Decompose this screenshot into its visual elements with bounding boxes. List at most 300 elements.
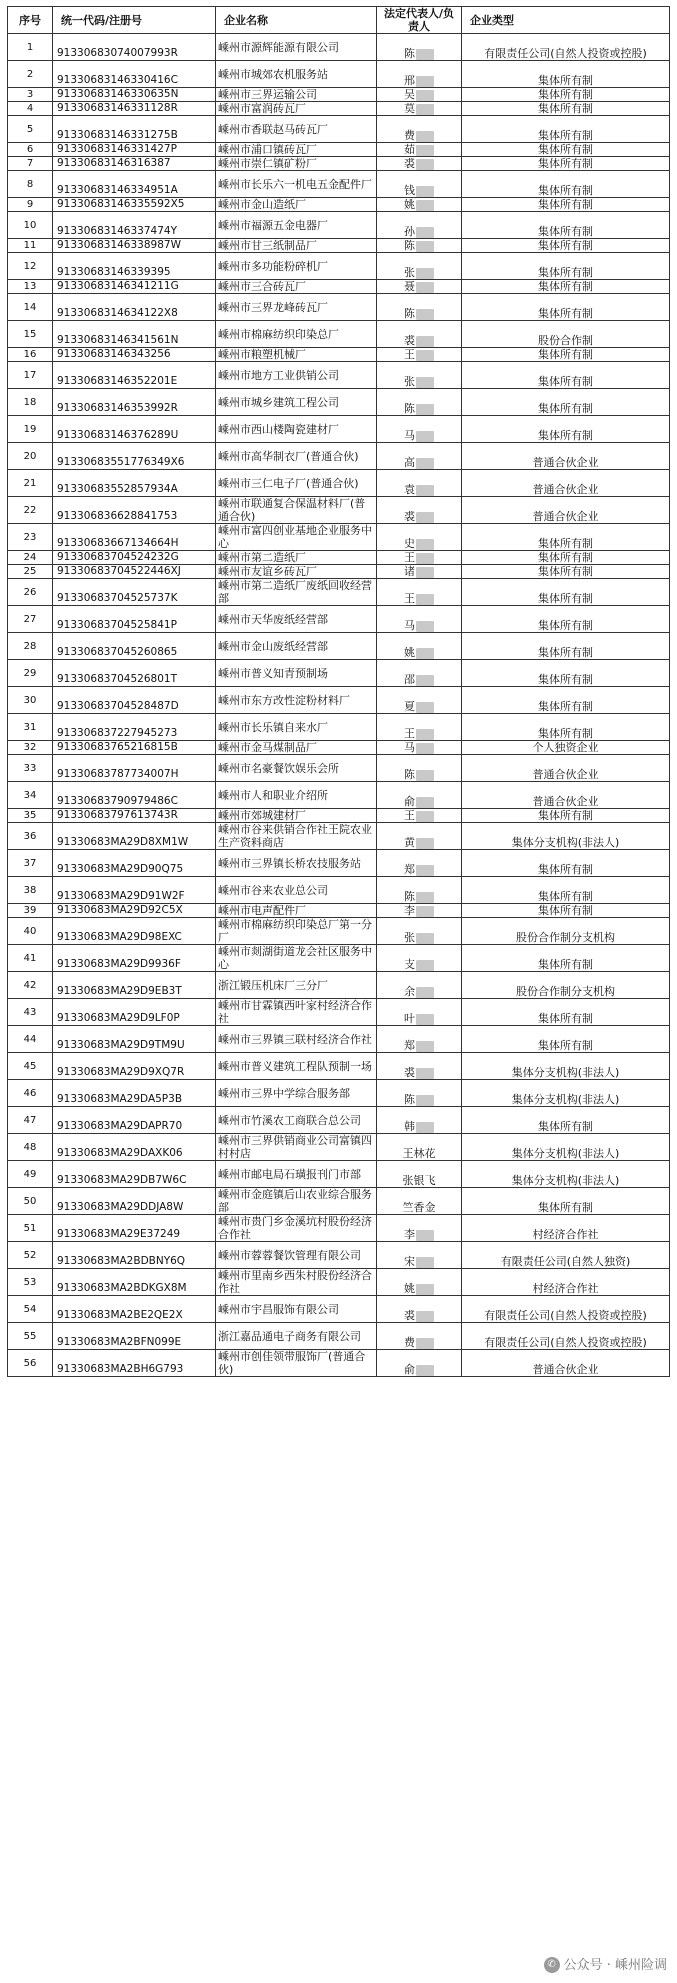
cell-rep xyxy=(377,157,462,171)
cell-code-text: 91330683704525737K xyxy=(57,592,178,604)
cell-name-text: 嵊州市西山楼陶瓷建材厂 xyxy=(218,422,339,436)
cell-name xyxy=(216,918,377,945)
cell-type xyxy=(462,1188,670,1215)
cell-rep xyxy=(377,579,462,606)
table-row xyxy=(8,714,670,741)
cell-no-text: 6 xyxy=(26,144,34,155)
table-row xyxy=(8,443,670,470)
cell-no xyxy=(8,1215,53,1242)
cell-rep xyxy=(377,61,462,88)
cell-code xyxy=(53,198,216,212)
cell-type xyxy=(462,1053,670,1080)
cell-name xyxy=(216,1080,377,1107)
cell-no xyxy=(8,782,53,809)
cell-name xyxy=(216,1026,377,1053)
cell-name-text: 嵊州市里南乡西朱村股份经济合作社 xyxy=(218,1269,372,1295)
cell-name-text: 嵊州市金山废纸经营部 xyxy=(218,639,328,653)
cell-code-text: 91330683146376289U xyxy=(57,429,179,441)
cell-no-text: 2 xyxy=(26,68,34,80)
cell-type xyxy=(462,416,670,443)
redaction-mask xyxy=(416,49,434,60)
cell-type xyxy=(462,999,670,1026)
cell-no xyxy=(8,1107,53,1134)
cell-rep xyxy=(377,1350,462,1377)
cell-code xyxy=(53,157,216,171)
redaction-mask xyxy=(416,1122,434,1133)
redaction-mask xyxy=(416,1365,434,1376)
cell-name xyxy=(216,1269,377,1296)
cell-name-text: 嵊州市源辉能源有限公司 xyxy=(218,40,339,54)
cell-rep-text: 高 xyxy=(404,456,415,469)
cell-no xyxy=(8,143,53,157)
cell-code-text: 91330683787734007H xyxy=(57,768,179,780)
table-row xyxy=(8,1215,670,1242)
cell-name-text: 嵊州市香联赵马砖瓦厂 xyxy=(218,122,328,136)
redaction-mask xyxy=(416,145,434,156)
cell-type xyxy=(462,687,670,714)
cell-code-text: 91330683146331427P xyxy=(57,143,177,155)
cell-type xyxy=(462,1161,670,1188)
cell-rep xyxy=(377,1107,462,1134)
cell-type xyxy=(462,389,670,416)
cell-name xyxy=(216,606,377,633)
table-row xyxy=(8,633,670,660)
cell-no xyxy=(8,116,53,143)
cell-type-text: 集体所有制 xyxy=(538,863,593,876)
cell-rep-text: 竺香金 xyxy=(402,1201,436,1214)
cell-rep xyxy=(377,945,462,972)
cell-code-text: 91330683146341561N xyxy=(57,334,179,346)
cell-rep xyxy=(377,171,462,198)
cell-rep-text: 张 xyxy=(404,931,415,944)
cell-code-text: 91330683704525841P xyxy=(57,619,177,631)
redaction-mask xyxy=(416,743,434,754)
cell-name xyxy=(216,362,377,389)
cell-name-text: 嵊州市名豪餐饮娱乐会所 xyxy=(218,761,339,775)
cell-name-text: 嵊州市三界供销商业公司富镇四村村店 xyxy=(218,1134,372,1160)
cell-rep xyxy=(377,1161,462,1188)
redaction-mask xyxy=(416,567,434,578)
cell-code xyxy=(53,239,216,253)
cell-code-text: 91330683MA2BDBNY6Q xyxy=(57,1255,186,1267)
cell-rep xyxy=(377,1215,462,1242)
cell-code-text: 91330683MA29E37249 xyxy=(57,1228,181,1240)
redaction-mask xyxy=(416,336,434,347)
cell-rep-text: 姚 xyxy=(404,646,415,659)
cell-name xyxy=(216,212,377,239)
cell-rep-text: 郑 xyxy=(404,863,415,876)
table-row xyxy=(8,551,670,565)
cell-type xyxy=(462,741,670,755)
cell-name xyxy=(216,239,377,253)
cell-type-text: 集体所有制 xyxy=(538,239,593,252)
cell-no-text: 48 xyxy=(23,1141,37,1153)
cell-no-text: 41 xyxy=(23,952,37,964)
cell-type xyxy=(462,1134,670,1161)
redaction-mask xyxy=(416,1284,434,1295)
cell-code xyxy=(53,579,216,606)
cell-rep-text: 张 xyxy=(404,375,415,388)
cell-type xyxy=(462,1323,670,1350)
cell-name xyxy=(216,999,377,1026)
redaction-mask xyxy=(416,104,434,115)
cell-name-text: 嵊州市天华废纸经营部 xyxy=(218,612,328,626)
cell-rep xyxy=(377,102,462,116)
cell-name xyxy=(216,416,377,443)
cell-no xyxy=(8,61,53,88)
cell-type xyxy=(462,34,670,61)
cell-code-text: 91330683MA29DDJA8W xyxy=(57,1201,184,1213)
cell-name xyxy=(216,171,377,198)
cell-rep-text: 袁 xyxy=(404,483,415,496)
table-row xyxy=(8,34,670,61)
cell-name xyxy=(216,470,377,497)
cell-no xyxy=(8,1080,53,1107)
cell-name xyxy=(216,116,377,143)
cell-rep xyxy=(377,606,462,633)
cell-code xyxy=(53,999,216,1026)
redaction-mask xyxy=(416,377,434,388)
cell-code-text: 91330683MA29DA5P3B xyxy=(57,1093,183,1105)
cell-type-text: 集体所有制 xyxy=(538,266,593,279)
cell-no xyxy=(8,687,53,714)
cell-code-text: 91330683704528487D xyxy=(57,700,179,712)
cell-no xyxy=(8,1053,53,1080)
cell-rep-text: 陈 xyxy=(404,47,415,60)
redaction-mask xyxy=(416,159,434,170)
cell-name xyxy=(216,524,377,551)
cell-rep xyxy=(377,551,462,565)
cell-name-text: 嵊州市谷来供销合作社王院农业生产资料商店 xyxy=(218,823,372,849)
cell-code xyxy=(53,321,216,348)
cell-rep-text: 韩 xyxy=(404,1120,415,1133)
cell-no xyxy=(8,1242,53,1269)
cell-name xyxy=(216,1242,377,1269)
cell-type-text: 普通合伙企业 xyxy=(532,1363,599,1376)
table-row xyxy=(8,918,670,945)
cell-rep xyxy=(377,212,462,239)
cell-code xyxy=(53,294,216,321)
cell-name xyxy=(216,198,377,212)
table-row xyxy=(8,88,670,102)
cell-no xyxy=(8,497,53,524)
cell-type-text: 普通合伙企业 xyxy=(532,795,599,808)
table-row xyxy=(8,755,670,782)
cell-rep-text: 余 xyxy=(404,985,415,998)
cell-type xyxy=(462,362,670,389)
cell-no-text: 33 xyxy=(23,762,37,774)
cell-type xyxy=(462,606,670,633)
cell-type-text: 集体所有制 xyxy=(538,402,593,415)
cell-rep-text: 姚 xyxy=(404,1282,415,1295)
cell-rep-text: 裘 xyxy=(404,334,415,347)
cell-code-text: 91330683MA29DAPR70 xyxy=(57,1120,183,1132)
cell-code-text: 91330683551776349X6 xyxy=(57,456,185,468)
redaction-mask xyxy=(416,458,434,469)
cell-type xyxy=(462,809,670,823)
cell-code-text: 91330683MA29D9TM9U xyxy=(57,1039,185,1051)
cell-rep xyxy=(377,904,462,918)
cell-rep-text: 李 xyxy=(404,1228,415,1241)
cell-rep-text: 王 xyxy=(404,551,415,564)
redaction-mask xyxy=(416,309,434,320)
cell-type xyxy=(462,470,670,497)
cell-type xyxy=(462,88,670,102)
cell-rep-text: 费 xyxy=(404,129,415,142)
cell-type-text: 集体所有制 xyxy=(538,1039,593,1052)
cell-code xyxy=(53,551,216,565)
cell-name-text: 嵊州市崇仁镇矿粉厂 xyxy=(218,157,317,170)
table-row xyxy=(8,972,670,999)
cell-no xyxy=(8,1026,53,1053)
cell-rep xyxy=(377,687,462,714)
table-row xyxy=(8,198,670,212)
cell-rep-text: 陈 xyxy=(404,307,415,320)
cell-code xyxy=(53,850,216,877)
redaction-mask xyxy=(416,1041,434,1052)
cell-code xyxy=(53,741,216,755)
header-rep: 法定代表人/负责人 xyxy=(377,7,462,34)
table-row xyxy=(8,1269,670,1296)
cell-name xyxy=(216,809,377,823)
cell-type-text: 集体分支机构(非法人) xyxy=(511,1066,620,1079)
cell-code-text: 91330683146343256 xyxy=(57,348,171,360)
table-row xyxy=(8,143,670,157)
cell-rep-text: 陈 xyxy=(404,890,415,903)
cell-code-text: 91330683704524232G xyxy=(57,551,179,563)
cell-code-text: 91330683146337474Y xyxy=(57,225,177,237)
table-row xyxy=(8,1188,670,1215)
redaction-mask xyxy=(416,960,434,971)
cell-type-text: 有限责任公司(自然人投资或控股) xyxy=(484,1336,647,1349)
cell-code-text: 91330683667134664H xyxy=(57,537,179,549)
table-row xyxy=(8,809,670,823)
cell-type-text: 集体分支机构(非法人) xyxy=(511,1093,620,1106)
cell-rep xyxy=(377,999,462,1026)
cell-no-text: 55 xyxy=(23,1330,37,1342)
cell-rep xyxy=(377,198,462,212)
cell-rep-text: 裘 xyxy=(404,510,415,523)
cell-code-text: 91330683146353992R xyxy=(57,402,178,414)
cell-code xyxy=(53,1215,216,1242)
cell-code xyxy=(53,606,216,633)
cell-name-text: 嵊州市三合砖瓦厂 xyxy=(218,280,306,293)
cell-no-text: 49 xyxy=(23,1168,37,1180)
cell-name-text: 嵊州市三界运输公司 xyxy=(218,88,317,101)
cell-no xyxy=(8,1161,53,1188)
cell-code-text: 91330683MA29D91W2F xyxy=(57,890,185,902)
cell-code-text: 91330683MA29D9XQ7R xyxy=(57,1066,185,1078)
cell-code-text: 91330683146335592X5 xyxy=(57,198,185,210)
redaction-mask xyxy=(416,933,434,944)
cell-rep xyxy=(377,755,462,782)
cell-no xyxy=(8,633,53,660)
cell-no xyxy=(8,565,53,579)
cell-name-text: 嵊州市三界龙峰砖瓦厂 xyxy=(218,300,328,314)
cell-no-text: 40 xyxy=(23,925,37,937)
cell-no-text: 34 xyxy=(23,789,37,801)
cell-rep xyxy=(377,823,462,850)
cell-type-text: 有限责任公司(自然人投资或控股) xyxy=(484,47,647,60)
table-row xyxy=(8,171,670,198)
redaction-mask xyxy=(416,539,434,550)
cell-rep xyxy=(377,1080,462,1107)
cell-name xyxy=(216,579,377,606)
cell-code xyxy=(53,1242,216,1269)
cell-no xyxy=(8,212,53,239)
cell-code xyxy=(53,348,216,362)
cell-rep-text: 张 xyxy=(404,266,415,279)
cell-code xyxy=(53,1296,216,1323)
cell-rep-text: 俞 xyxy=(404,795,415,808)
cell-no xyxy=(8,389,53,416)
table-row xyxy=(8,877,670,904)
cell-name-text: 嵊州市三界中学综合服务部 xyxy=(218,1086,350,1100)
cell-type xyxy=(462,239,670,253)
cell-rep xyxy=(377,143,462,157)
cell-code-text: 91330683704526086​5 xyxy=(57,646,178,658)
cell-type-text: 集体所有制 xyxy=(538,348,593,361)
table-row xyxy=(8,904,670,918)
cell-no xyxy=(8,1134,53,1161)
cell-rep-text: 莫 xyxy=(404,102,415,115)
cell-code xyxy=(53,1350,216,1377)
redaction-mask xyxy=(416,648,434,659)
cell-type-text: 集体所有制 xyxy=(538,143,593,156)
cell-name-text: 嵊州市富润砖瓦厂 xyxy=(218,102,306,115)
cell-name-text: 嵊州市友谊乡砖瓦厂 xyxy=(218,565,317,578)
cell-code-text: 91330683146338987W xyxy=(57,239,181,251)
cell-type-text: 集体所有制 xyxy=(538,619,593,632)
cell-code-text: 91330683552857934A xyxy=(57,483,178,495)
cell-no-text: 30 xyxy=(23,694,37,706)
cell-no-text: 18 xyxy=(23,396,37,408)
cell-no xyxy=(8,443,53,470)
cell-no-text: 52 xyxy=(23,1249,37,1261)
cell-name-text: 嵊州市城乡建筑工程公司 xyxy=(218,395,339,409)
cell-name xyxy=(216,1161,377,1188)
cell-name xyxy=(216,253,377,280)
cell-name xyxy=(216,1350,377,1377)
cell-rep-text: 宋 xyxy=(404,1255,415,1268)
cell-type xyxy=(462,61,670,88)
cell-name-text: 浙江嘉品通电子商务有限公司 xyxy=(218,1329,361,1343)
cell-rep-text: 姚 xyxy=(404,198,415,211)
redaction-mask xyxy=(416,811,434,822)
cell-rep xyxy=(377,348,462,362)
cell-name-text: 嵊州市棉麻纺织印染总厂第一分厂 xyxy=(218,918,372,944)
redaction-mask xyxy=(416,1068,434,1079)
cell-code-text: 91330683MA29D92C5X xyxy=(57,904,183,916)
cell-code-text: 91330683MA2BDKGX8M xyxy=(57,1282,187,1294)
cell-rep-text: 钱 xyxy=(404,184,415,197)
cell-rep-text: 黄 xyxy=(404,836,415,849)
cell-name-text: 浙江锻压机床厂三分厂 xyxy=(218,978,328,992)
cell-name-text: 嵊州市地方工业供销公司 xyxy=(218,368,339,382)
redaction-mask xyxy=(416,892,434,903)
cell-code xyxy=(53,497,216,524)
cell-type-text: 集体所有制 xyxy=(538,551,593,564)
cell-no-text: 25 xyxy=(23,566,37,577)
cell-rep-text: 诸 xyxy=(404,565,415,578)
cell-type-text: 有限责任公司(自然人独资) xyxy=(500,1255,631,1268)
cell-type-text: 集体所有制 xyxy=(538,904,593,917)
cell-type-text: 股份合作制 xyxy=(538,334,593,347)
cell-code xyxy=(53,633,216,660)
redaction-mask xyxy=(416,200,434,211)
cell-name xyxy=(216,1107,377,1134)
cell-no-text: 14 xyxy=(23,301,37,313)
cell-code xyxy=(53,782,216,809)
cell-code-text: 91330683MA2BH6G793 xyxy=(57,1363,184,1375)
cell-name-text: 嵊州市高华制衣厂(普通合伙) xyxy=(218,449,359,463)
table-row xyxy=(8,280,670,294)
cell-no xyxy=(8,171,53,198)
table-row xyxy=(8,660,670,687)
cell-name-text: 嵊州市第二造纸厂废纸回收经营部 xyxy=(218,579,372,605)
cell-type-text: 普通合伙企业 xyxy=(532,510,599,523)
cell-type-text: 集体所有制 xyxy=(538,565,593,578)
cell-no-text: 22 xyxy=(23,504,37,516)
cell-type-text: 村经济合作社 xyxy=(532,1282,599,1295)
table-row xyxy=(8,782,670,809)
cell-rep xyxy=(377,809,462,823)
redaction-mask xyxy=(416,729,434,740)
cell-type xyxy=(462,321,670,348)
cell-code-text: 91330683MA29D90Q75 xyxy=(57,863,184,875)
cell-rep-text: 王 xyxy=(404,592,415,605)
cell-code xyxy=(53,253,216,280)
cell-name xyxy=(216,782,377,809)
redaction-mask xyxy=(416,268,434,279)
cell-type xyxy=(462,1080,670,1107)
cell-rep xyxy=(377,918,462,945)
redaction-mask xyxy=(416,227,434,238)
cell-no-text: 19 xyxy=(23,423,37,435)
cell-no-text: 38 xyxy=(23,884,37,896)
cell-code xyxy=(53,1323,216,1350)
cell-name-text: 嵊州市多功能粉碎机厂 xyxy=(218,259,328,273)
cell-no-text: 51 xyxy=(23,1222,37,1234)
cell-type xyxy=(462,1215,670,1242)
cell-name-text: 嵊州市三界镇三联村经济合作社 xyxy=(218,1032,372,1046)
cell-code xyxy=(53,565,216,579)
cell-rep-text: 夏 xyxy=(404,700,415,713)
cell-rep xyxy=(377,1296,462,1323)
cell-rep xyxy=(377,782,462,809)
cell-code xyxy=(53,116,216,143)
cell-code xyxy=(53,972,216,999)
header-code: 统一代码/注册号 xyxy=(53,7,216,34)
cell-code xyxy=(53,1080,216,1107)
cell-name xyxy=(216,755,377,782)
redaction-mask xyxy=(416,906,434,917)
cell-type-text: 集体所有制 xyxy=(538,646,593,659)
cell-type xyxy=(462,782,670,809)
cell-no xyxy=(8,850,53,877)
cell-rep-text: 裘 xyxy=(404,1309,415,1322)
cell-no xyxy=(8,253,53,280)
cell-no xyxy=(8,239,53,253)
cell-rep-text: 王 xyxy=(404,727,415,740)
cell-no xyxy=(8,972,53,999)
header-no: 序号 xyxy=(8,7,53,34)
table-row xyxy=(8,116,670,143)
cell-rep-text: 郑 xyxy=(404,1039,415,1052)
cell-name-text: 嵊州市人和职业介绍所 xyxy=(218,788,328,802)
cell-rep xyxy=(377,741,462,755)
cell-rep xyxy=(377,850,462,877)
